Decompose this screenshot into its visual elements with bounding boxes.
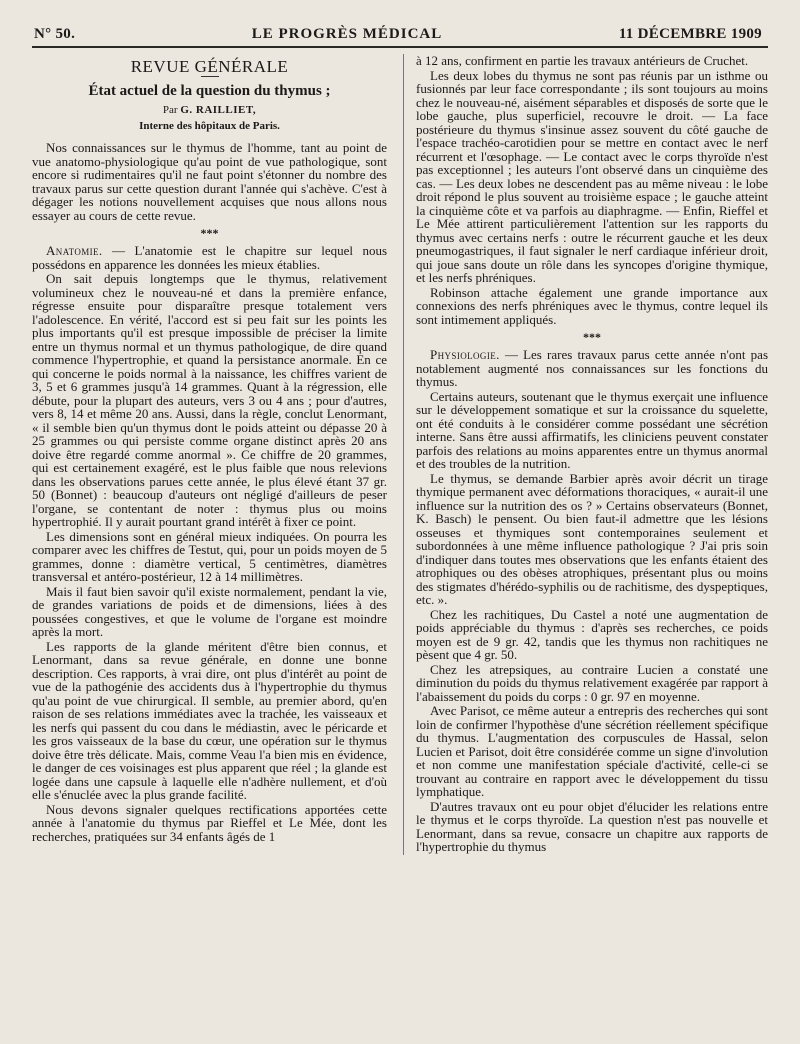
physiologie-paragraph-2: Le thymus, se demande Barbier après avoir décrit un tirage thymique permanent avec déformations thoraciques, « aurait-il une influence sur la nutrition des os ? » Certains observateurs (Bonnet, K. Basch) le pensent. Ou bien faut-il admettre que les lésions osseuses et thymiques sont contemporaines seulement et subordonnées à une même influence pathologique ? J'ai pris soin d'indiquer dans toutes mes observations que les enfants étaient des atrophiques ou des obèses atrophiques, présentant plus ou moins des stigmates d'hérédo-syphilis ou de rachitisme, des dyspeptiques, etc. ». [416, 470, 768, 607]
physiologie-paragraph-1: Certains auteurs, soutenant que le thymus exerçait une influence sur le développement somatique et sur la croissance du squelette, ont été conduits à le considérer comme possédant une sécrétion interne. Sans être aussi affirmatifs, les cliniciens peuvent constater parfois des relations au moins apparentes entre un thymus anormal et des troubles de la nutrition. [416, 388, 768, 471]
physiologie-paragraph-5: Avec Parisot, ce même auteur a entrepris des recherches qui sont loin de confirmer l'hypothèse d'une sécrétion réellement spécifique du thymus. L'augmentation des corpuscules de Hassal, selon Lucien et Parisot, doit être considérée comme un signe d'involution et non comme une manifestation spéciale d'activité, celle-ci se trouvant au contraire en rapport avec le développement du tissu lymphatique. [416, 703, 768, 799]
section-separator: *** [200, 226, 219, 240]
article-title: État actuel de la question du thymus ; [88, 82, 331, 99]
anatomie-paragraph-3: Mais il faut bien savoir qu'il existe normalement, pendant la vie, de grandes variations de poids et de dimensions, liées à des poussées congestives, et que le volume de l'organe est moindre après la mort. [32, 583, 387, 639]
anatomie-paragraph-1: On sait depuis longtemps que le thymus, relativement volumineux chez le nouveau-né et dans la première enfance, régresse ensuite pour disparaître presque totalement vers l'adolescence. En vérité, l'accord est si peu fait sur les points les plus importants qu'il est presque impossible de préciser la limite entre un thymus normal et un thymus pathologique, de dire quand commence l'hypertrophie, et quand la persistance anormale. En ce qui concerne le poids normal à la naissance, les chiffres varient de 3, 5 et 6 grammes jusqu'à 14 grammes. Quant à la régression, elle débute, pour la plupart des auteurs, vers 3 ou 4 ans ; pour d'autres, vers 8, 14 et même 20 ans. Aussi, dans la règle, conclut Lenormant, « il semble bien qu'un thymus dont le poids atteint ou dépasse 20 à 25 grammes ou qui persiste comme organe distinct après 20 ans doive être regardé comme anormal ». Ce chiffre de 20 grammes, qui est certainement exagéré, est le plus faible que nous relevions dans les observations parues cette année, le plus élevé étant 37 gr. 50 (Bonnet) : beaucoup d'auteurs ont négligé d'ailleurs de peser l'organe, se contentant de noter : thymus plus ou moins hypertrophié. Il y aurait pourtant grand intérêt à fixer ce point. [32, 271, 387, 529]
anatomie-paragraph-6: Les deux lobes du thymus ne sont pas réunis par un isthme ou fusionnés par leur face correspondante ; ils sont toujours au moins chez le nouveau-né, aisément séparables et disposés de sorte que le lobe gauche, plus superficiel, recouvre le droit. — La face postérieure du thymus s'insinue assez souvent du côté gauche de l'espace trachéo-carotidien pour se mettre en contact avec le nerf récurrent et l'œsophage. — Le contact avec le corps thyroïde n'est pas exceptionnel ; les auteurs l'ont observé dans un cinquième des cas. — Les deux lobes ne descendent pas au même niveau : le lobe droit répond le plus souvent au troisième espace ; le gauche atteint la cinquième côte et va parfois au diaphragme. — Enfin, Rieffel et Le Mée attirent particulièrement l'attention sur les rapports du thymus avec certains nerfs : outre le récurrent gauche et les deux pneumogastriques, il faut signaler le nerf cardiaque inférieur droit, qui joue sans doute un rôle dans les syncopes d'origine thymique, et les nerfs phréniques. [416, 67, 768, 285]
physiologie-paragraph-4: Chez les atrepsiques, au contraire Lucien a constaté une diminution du poids du thymus relativement exagérée par rapport à l'abaissement du poids du corps : 0 gr. 97 en moyenne. [416, 661, 768, 704]
physiologie-lead-text: — Les rares travaux parus cette année n'ont pas notablement augmenté nos connaissances sur les fonctions du thymus. [416, 347, 768, 389]
author-name: G. RAILLIET, [180, 104, 257, 116]
anatomie-heading: Anatomie. [46, 243, 103, 258]
byline-prefix: Par [162, 104, 178, 116]
physiologie-paragraph-3: Chez les rachitiques, Du Castel a noté une augmentation de poids appréciable du thymus : d'après ses recherches, ce poids moyen est de 9 gr. 42, tandis que les thymus non rachitiques ne pèsent que 4 gr. 50. [416, 606, 768, 662]
issue-date: 11 DÉCEMBRE 1909 [618, 26, 762, 42]
two-column-body [32, 54, 768, 855]
intro-paragraph: Nos connaissances sur le thymus de l'homme, tant au point de vue anatomo-physiologique qu'au point de vue pathologique, sont encore si rudimentaires qu'il ne faut point s'étonner du nombre des travaux parus sur cette question durant l'année qui s'achève. C'est à dégager les notions nouvellement acquises que nous allons nous essayer au cours de cette revue. [32, 140, 387, 223]
anatomie-paragraph-7: Robinson attache également une grande importance aux connexions des nerfs phréniques avec le thymus, contre lequel ils sont intimement appliqués. [416, 284, 768, 327]
physiologie-paragraph-6: D'autres travaux ont eu pour objet d'élucider les relations entre le thymus et le corps thyroïde. La question n'est pas nouvelle et Lenormant, dans sa revue, consacre un chapitre aux rapports de l'hypertrophie du thymus [416, 798, 768, 854]
anatomie-paragraph-5: Nous devons signaler quelques rectifications apportées cette année à l'anatomie du thymus par Rieffel et Le Mée, dont les recherches, pratiquées sur 34 enfants âgés de 1 [32, 801, 387, 844]
anatomie-paragraph-2: Les dimensions sont en général mieux indiquées. On pourra les comparer avec les chiffres de Testut, qui, pour un poids moyen de 5 grammes, donne : diamètre vertical, 5 centimètres, diamètres transversal et antéro-postérieur, 12 à 14 millimètres. [32, 528, 387, 584]
left-column [32, 54, 387, 855]
journal-title: LE PROGRÈS MÉDICAL [251, 26, 443, 42]
author-affiliation: Interne des hôpitaux de Paris. [139, 119, 280, 132]
issue-number: N° 50. [34, 26, 76, 42]
anatomie-paragraph-4: Les rapports de la glande méritent d'être bien connus, et Lenormant, dans sa revue générale, en donne une bonne description. Ces rapports, à vrai dire, ont plus d'intérêt au point de vue de la pathogénie des accidents dus à l'hypertrophie du thymus qu'au point de vue chirurgical. Il semble, au premier abord, qu'en raison de ses relations immédiates avec la trachée, les vaisseaux et les nerfs qui passent du cou dans le médiastin, avec le péricarde et les gros vaisseaux de la base du cœur, une opération sur le thymus doive être très délicate. Mais, comme Veau l'a bien mis en évidence, le danger de ces voisinages est plus apparent que réel ; la glande est logée dans une capsule à laquelle elle n'adhère nullement, et d'où elle s'énuclée avec la plus grande facilité. [32, 638, 387, 802]
page-header [32, 26, 768, 48]
physiologie-lead-paragraph [416, 348, 768, 389]
physiologie-heading: Physiologie. [430, 347, 500, 362]
anatomie-lead-text: — L'anatomie est le chapitre sur lequel nous possédons en apparence les données les mieux établies. [32, 243, 387, 272]
byline [32, 104, 387, 118]
section-rubric: REVUE GÉNÉRALE [130, 57, 289, 76]
anatomie-paragraph-5-continued: à 12 ans, confirment en partie les travaux antérieurs de Cruchet. [416, 53, 749, 68]
anatomie-lead-paragraph [32, 244, 387, 271]
section-separator-2: *** [583, 330, 601, 344]
right-column [403, 54, 768, 855]
